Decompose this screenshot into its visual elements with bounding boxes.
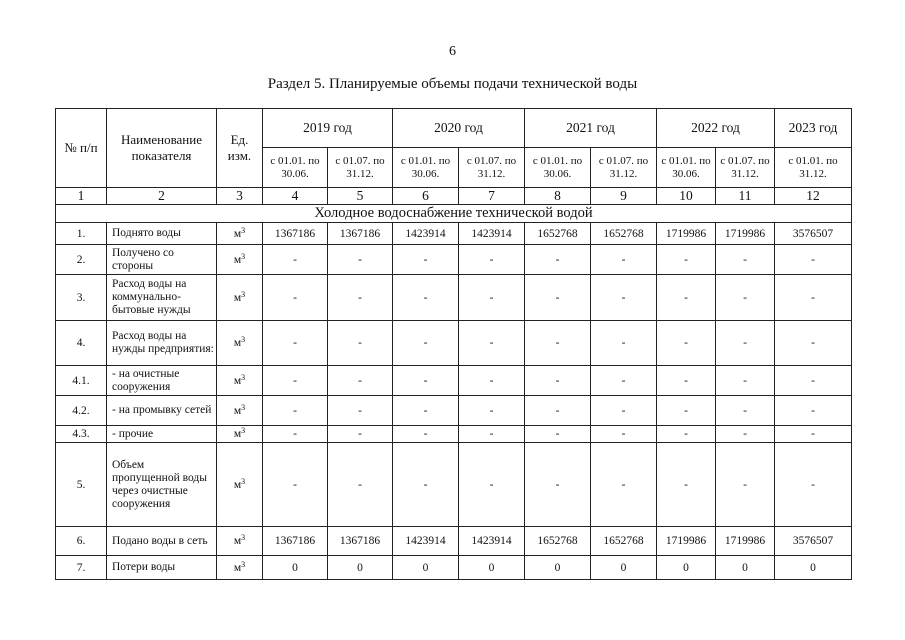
header-unit: Ед. изм. (217, 109, 263, 188)
unit-exponent: 3 (241, 533, 246, 542)
value-cell: 1423914 (393, 527, 459, 556)
unit-base: м (233, 535, 242, 547)
value-cell: - (591, 321, 657, 366)
section-title: Раздел 5. Планируемые объемы подачи технической воды (267, 76, 638, 92)
row-number: 6. (56, 527, 107, 556)
value-cell: - (525, 366, 591, 396)
column-number: 11 (716, 188, 775, 205)
table-body (56, 223, 852, 580)
value-cell: - (263, 396, 328, 426)
value-cell: - (459, 396, 525, 426)
unit-base: м (233, 561, 242, 574)
value-cell: - (263, 245, 328, 275)
column-number: 1 (56, 188, 107, 205)
row-unit (217, 275, 263, 321)
value-cell: - (328, 366, 393, 396)
unit-exponent: 3 (241, 335, 246, 344)
value-cell: 0 (263, 556, 328, 580)
unit-base: м (233, 428, 242, 440)
row-indicator-name: Получено со стороны (107, 245, 217, 275)
period-header: с 01.01. по 30.06. (657, 148, 716, 188)
row-indicator-name: Объем пропущенной воды через очистные сооружения (107, 443, 217, 527)
value-cell: - (525, 426, 591, 443)
value-cell: 3576507 (775, 527, 852, 556)
value-cell: - (716, 245, 775, 275)
value-cell: - (459, 443, 525, 527)
column-number: 5 (328, 188, 393, 205)
value-cell: - (525, 443, 591, 527)
value-cell: 0 (591, 556, 657, 580)
value-cell: - (263, 321, 328, 366)
value-cell: 0 (525, 556, 591, 580)
row-number: 2. (56, 245, 107, 275)
value-cell: 0 (393, 556, 459, 580)
value-cell: - (525, 275, 591, 321)
value-cell: 1652768 (591, 527, 657, 556)
value-cell: - (775, 275, 852, 321)
value-cell: 1719986 (716, 527, 775, 556)
unit-base: м (233, 374, 242, 387)
row-unit (217, 443, 263, 527)
row-number: 4.3. (56, 426, 107, 443)
value-cell: - (263, 443, 328, 527)
unit-base: м (233, 291, 242, 304)
unit-exponent: 3 (241, 559, 246, 569)
value-cell: - (263, 426, 328, 443)
value-cell: - (393, 366, 459, 396)
row-indicator-name: Подано воды в сеть (107, 527, 217, 556)
header-name: Наименование показателя (107, 109, 217, 188)
period-header: с 01.01. по 30.06. (393, 148, 459, 188)
row-unit (217, 396, 263, 426)
unit-exponent: 3 (241, 476, 246, 486)
value-cell: - (591, 426, 657, 443)
value-cell: - (657, 245, 716, 275)
value-cell: - (775, 426, 852, 443)
value-cell: - (393, 443, 459, 527)
row-number: 4.2. (56, 396, 107, 426)
row-indicator-name: Поднято воды (107, 223, 217, 245)
period-header: с 01.01. по 30.06. (525, 148, 591, 188)
column-number: 4 (263, 188, 328, 205)
value-cell: 1367186 (263, 223, 328, 245)
table-row (56, 396, 852, 426)
value-cell: - (525, 245, 591, 275)
value-cell: - (459, 426, 525, 443)
value-cell: - (459, 245, 525, 275)
value-cell: - (263, 366, 328, 396)
value-cell: - (328, 321, 393, 366)
row-number: 4. (56, 321, 107, 366)
unit-base: м (233, 337, 242, 349)
column-numbers-row (56, 188, 852, 205)
value-cell: - (716, 366, 775, 396)
unit-exponent: 3 (241, 402, 246, 412)
header-year-2022: 2022 год (657, 109, 775, 148)
row-unit (217, 321, 263, 366)
value-cell: - (716, 443, 775, 527)
row-unit (217, 366, 263, 396)
period-header: с 01.01. по 30.06. (263, 148, 328, 188)
value-cell: - (328, 275, 393, 321)
value-cell: - (591, 366, 657, 396)
value-cell: - (328, 245, 393, 275)
value-cell: 1367186 (263, 527, 328, 556)
value-cell: 1423914 (459, 223, 525, 245)
table-row (56, 321, 852, 366)
value-cell: - (393, 275, 459, 321)
value-cell: 1719986 (716, 223, 775, 245)
value-cell: 1367186 (328, 223, 393, 245)
period-header: с 01.07. по 31.12. (328, 148, 393, 188)
row-unit (217, 223, 263, 245)
water-volumes-table (55, 108, 852, 580)
value-cell: - (657, 396, 716, 426)
row-unit (217, 426, 263, 443)
row-number: 4.1. (56, 366, 107, 396)
value-cell: - (775, 321, 852, 366)
value-cell: 1719986 (657, 527, 716, 556)
value-cell: 1652768 (525, 223, 591, 245)
value-cell: - (657, 321, 716, 366)
value-cell: - (263, 275, 328, 321)
unit-base: м (233, 478, 242, 491)
column-number: 6 (393, 188, 459, 205)
column-number: 3 (217, 188, 263, 205)
value-cell: 1652768 (591, 223, 657, 245)
row-indicator-name: Расход воды на нужды предприятия: (107, 321, 217, 366)
value-cell: 0 (657, 556, 716, 580)
column-number: 9 (591, 188, 657, 205)
value-cell: 0 (775, 556, 852, 580)
unit-exponent: 3 (241, 426, 246, 435)
table-row (56, 527, 852, 556)
row-unit (217, 556, 263, 580)
row-indicator-name: Потери воды (107, 556, 217, 580)
column-number: 2 (107, 188, 217, 205)
column-number: 7 (459, 188, 525, 205)
value-cell: - (716, 426, 775, 443)
value-cell: - (459, 366, 525, 396)
unit-base: м (233, 253, 242, 266)
value-cell: 1652768 (525, 527, 591, 556)
column-number: 8 (525, 188, 591, 205)
period-header: с 01.07. по 31.12. (591, 148, 657, 188)
period-header: с 01.07. по 31.12. (716, 148, 775, 188)
row-number: 7. (56, 556, 107, 580)
value-cell: - (591, 443, 657, 527)
table-row (56, 275, 852, 321)
value-cell: - (525, 396, 591, 426)
value-cell: - (775, 245, 852, 275)
value-cell: - (328, 443, 393, 527)
row-indicator-name: - на промывку сетей (107, 396, 217, 426)
value-cell: - (657, 275, 716, 321)
value-cell: - (525, 321, 591, 366)
value-cell: 0 (328, 556, 393, 580)
value-cell: - (393, 321, 459, 366)
header-num: № п/п (56, 109, 107, 188)
header-year-2019: 2019 год (263, 109, 393, 148)
value-cell: 0 (716, 556, 775, 580)
row-indicator-name: Расход воды на коммунально-бытовые нужды (107, 275, 217, 321)
header-year-2021: 2021 год (525, 109, 657, 148)
value-cell: 1719986 (657, 223, 716, 245)
header-year-2023: 2023 год (775, 109, 852, 148)
table-row (56, 556, 852, 580)
value-cell: 0 (459, 556, 525, 580)
row-number: 1. (56, 223, 107, 245)
unit-base: м (233, 227, 242, 240)
value-cell: - (657, 366, 716, 396)
row-indicator-name: - прочие (107, 426, 217, 443)
value-cell: - (657, 443, 716, 527)
value-cell: - (459, 275, 525, 321)
header-year-2020: 2020 год (393, 109, 525, 148)
table-row (56, 443, 852, 527)
table-row (56, 366, 852, 396)
section-heading: Холодное водоснабжение технической водой (56, 205, 852, 223)
table-row (56, 426, 852, 443)
value-cell: - (716, 275, 775, 321)
value-cell: - (393, 396, 459, 426)
value-cell: - (591, 396, 657, 426)
unit-exponent: 3 (241, 251, 246, 261)
value-cell: - (393, 426, 459, 443)
period-header: с 01.07. по 31.12. (459, 148, 525, 188)
value-cell: - (591, 275, 657, 321)
row-number: 3. (56, 275, 107, 321)
unit-base: м (233, 404, 242, 417)
column-number: 10 (657, 188, 716, 205)
value-cell: 1367186 (328, 527, 393, 556)
page-number: 6 (449, 44, 456, 59)
row-indicator-name: - на очистные сооружения (107, 366, 217, 396)
value-cell: 3576507 (775, 223, 852, 245)
value-cell: 1423914 (393, 223, 459, 245)
value-cell: 1423914 (459, 527, 525, 556)
value-cell: - (657, 426, 716, 443)
unit-exponent: 3 (241, 225, 246, 235)
unit-exponent: 3 (241, 289, 246, 299)
value-cell: - (591, 245, 657, 275)
value-cell: - (459, 321, 525, 366)
value-cell: - (328, 426, 393, 443)
value-cell: - (775, 396, 852, 426)
unit-exponent: 3 (241, 372, 246, 382)
value-cell: - (716, 396, 775, 426)
value-cell: - (775, 443, 852, 527)
column-number: 12 (775, 188, 852, 205)
value-cell: - (716, 321, 775, 366)
value-cell: - (393, 245, 459, 275)
table-row (56, 245, 852, 275)
value-cell: - (775, 366, 852, 396)
table-row (56, 223, 852, 245)
row-unit (217, 245, 263, 275)
value-cell: - (328, 396, 393, 426)
row-number: 5. (56, 443, 107, 527)
period-header: с 01.01. по 31.12. (775, 148, 852, 188)
row-unit (217, 527, 263, 556)
